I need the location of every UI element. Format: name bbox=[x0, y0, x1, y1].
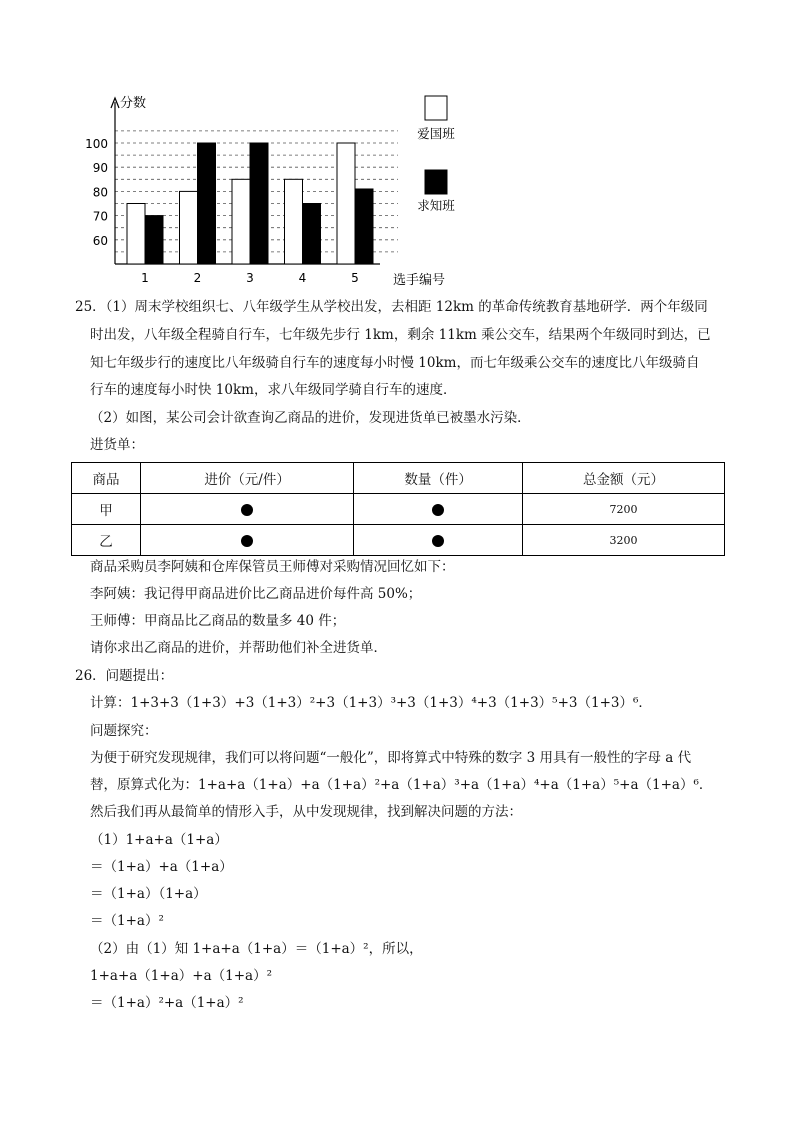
q25-task: 请你求出乙商品的进价，并帮助他们补全进货单． bbox=[90, 640, 387, 656]
legend-swatch bbox=[425, 96, 447, 120]
q26-step4: ＝（1+a）² bbox=[90, 913, 164, 929]
header-cell: 数量（件） bbox=[354, 463, 523, 494]
legend-swatch bbox=[425, 170, 447, 194]
bar-aiguo bbox=[285, 179, 303, 264]
bar-aiguo bbox=[180, 191, 198, 264]
score-bar-chart bbox=[80, 90, 480, 290]
table-row bbox=[72, 525, 725, 556]
y-tick-label: 60 bbox=[92, 233, 108, 248]
bar-aiguo bbox=[232, 179, 250, 264]
y-tick-label: 70 bbox=[92, 209, 108, 224]
invoice-label: 进货单： bbox=[90, 437, 144, 453]
bar-qiuzhi bbox=[303, 204, 321, 265]
q26-general-line1: 为便于研究发现规律，我们可以将问题“一般化”，即将算式中特殊的数字 3 用具有一般性的字母 a 代 bbox=[90, 750, 692, 766]
q26-calc: 计算：1+3+3（1+3）+3（1+3）²+3（1+3）³+3（1+3）⁴+3（1+3）⁵+3（1+3）⁶． bbox=[90, 695, 652, 711]
q26-step7: ＝（1+a）²+a（1+a）² bbox=[90, 995, 244, 1011]
x-tick-label: 1 bbox=[141, 271, 149, 285]
q25-part1-line3: 知七年级步行的速度比八年级骑自行车的速度每小时慢 10km，而七年级乘公交车的速度比八年级骑自 bbox=[90, 355, 700, 371]
q25-recall-li: 李阿姨：我记得甲商品进价比乙商品进价每件高 50%； bbox=[90, 586, 422, 602]
q26-step2: ＝（1+a）+a（1+a） bbox=[90, 859, 233, 875]
total-amount: 3200 bbox=[522, 525, 724, 556]
chart-legend bbox=[417, 96, 455, 213]
ink-blot bbox=[140, 494, 353, 525]
ink-blot bbox=[140, 525, 353, 556]
header-cell: 商品 bbox=[72, 463, 141, 494]
q26-step6: 1+a+a（1+a）+a（1+a）² bbox=[90, 968, 272, 984]
q25-part1-line4: 行车的速度每小时快 10km，求八年级同学骑自行车的速度． bbox=[90, 382, 457, 398]
ink-blot bbox=[354, 494, 523, 525]
q25-recall-wang: 王师傅：甲商品比乙商品的数量多 40 件； bbox=[90, 613, 346, 629]
header-cell: 总金额（元） bbox=[522, 463, 724, 494]
q25-part2-line1: （2）如图，某公司会计欲查询乙商品的进价，发现进货单已被墨水污染． bbox=[90, 410, 531, 426]
x-tick-label: 5 bbox=[351, 271, 359, 285]
ink-blot bbox=[354, 525, 523, 556]
bar-qiuzhi bbox=[198, 143, 216, 264]
table-row bbox=[72, 494, 725, 525]
goods-name: 乙 bbox=[72, 525, 141, 556]
bar-aiguo bbox=[337, 143, 355, 264]
q26-general-line3: 然后我们再从最简单的情形入手，从中发现规律，找到解决问题的方法： bbox=[90, 804, 522, 820]
x-axis-label: 选手编号 bbox=[393, 273, 446, 288]
q26-step5: （2）由（1）知 1+a+a（1+a）＝（1+a）²，所以， bbox=[90, 941, 423, 957]
q26-explore: 问题探究： bbox=[90, 723, 158, 739]
legend-label: 爱国班 bbox=[417, 126, 455, 141]
bar-qiuzhi bbox=[250, 143, 268, 264]
y-tick-label: 90 bbox=[92, 161, 108, 176]
q25-part1-line2: 时出发，八年级全程骑自行车，七年级先步行 1km，剩余 11km 乘公交车，结果两个年级同时到达，已 bbox=[90, 327, 711, 343]
ink-dot-icon bbox=[241, 504, 253, 516]
y-tick-label: 100 bbox=[85, 137, 108, 151]
x-tick-label: 4 bbox=[298, 271, 307, 285]
table-header-row bbox=[72, 463, 725, 494]
ink-dot-icon bbox=[241, 535, 253, 547]
q26-step3: ＝（1+a）（1+a） bbox=[90, 886, 207, 902]
goods-name: 甲 bbox=[72, 494, 141, 525]
y-tick-label: 80 bbox=[92, 185, 108, 200]
q26-title: 26．问题提出： bbox=[75, 668, 174, 684]
ink-dot-icon bbox=[432, 535, 444, 547]
bar-qiuzhi bbox=[145, 216, 163, 264]
y-axis-label: 分数 bbox=[120, 96, 147, 111]
header-cell: 进价（元/件） bbox=[140, 463, 353, 494]
ink-dot-icon bbox=[432, 504, 444, 516]
x-tick-label: 2 bbox=[193, 271, 202, 285]
q25-recall-intro: 商品采购员李阿姨和仓库保管员王师傅对采购情况回忆如下： bbox=[90, 559, 455, 575]
q25-part1-line1: 25．（1）周末学校组织七、八年级学生从学校出发，去相距 12km 的革命传统教育基地研学．两个年级同 bbox=[75, 299, 708, 315]
x-tick-label: 3 bbox=[246, 271, 254, 285]
q26-general-line2: 替，原算式化为：1+a+a（1+a）+a（1+a）²+a（1+a）³+a（1+a）⁴+a（1+a）⁵+a（1+a）⁶． bbox=[90, 777, 713, 793]
bar-qiuzhi bbox=[355, 189, 373, 264]
total-amount: 7200 bbox=[522, 494, 724, 525]
bar-aiguo bbox=[127, 204, 145, 265]
q26-step1: （1）1+a+a（1+a） bbox=[90, 832, 228, 848]
invoice-table bbox=[71, 462, 725, 556]
legend-label: 求知班 bbox=[417, 198, 455, 213]
